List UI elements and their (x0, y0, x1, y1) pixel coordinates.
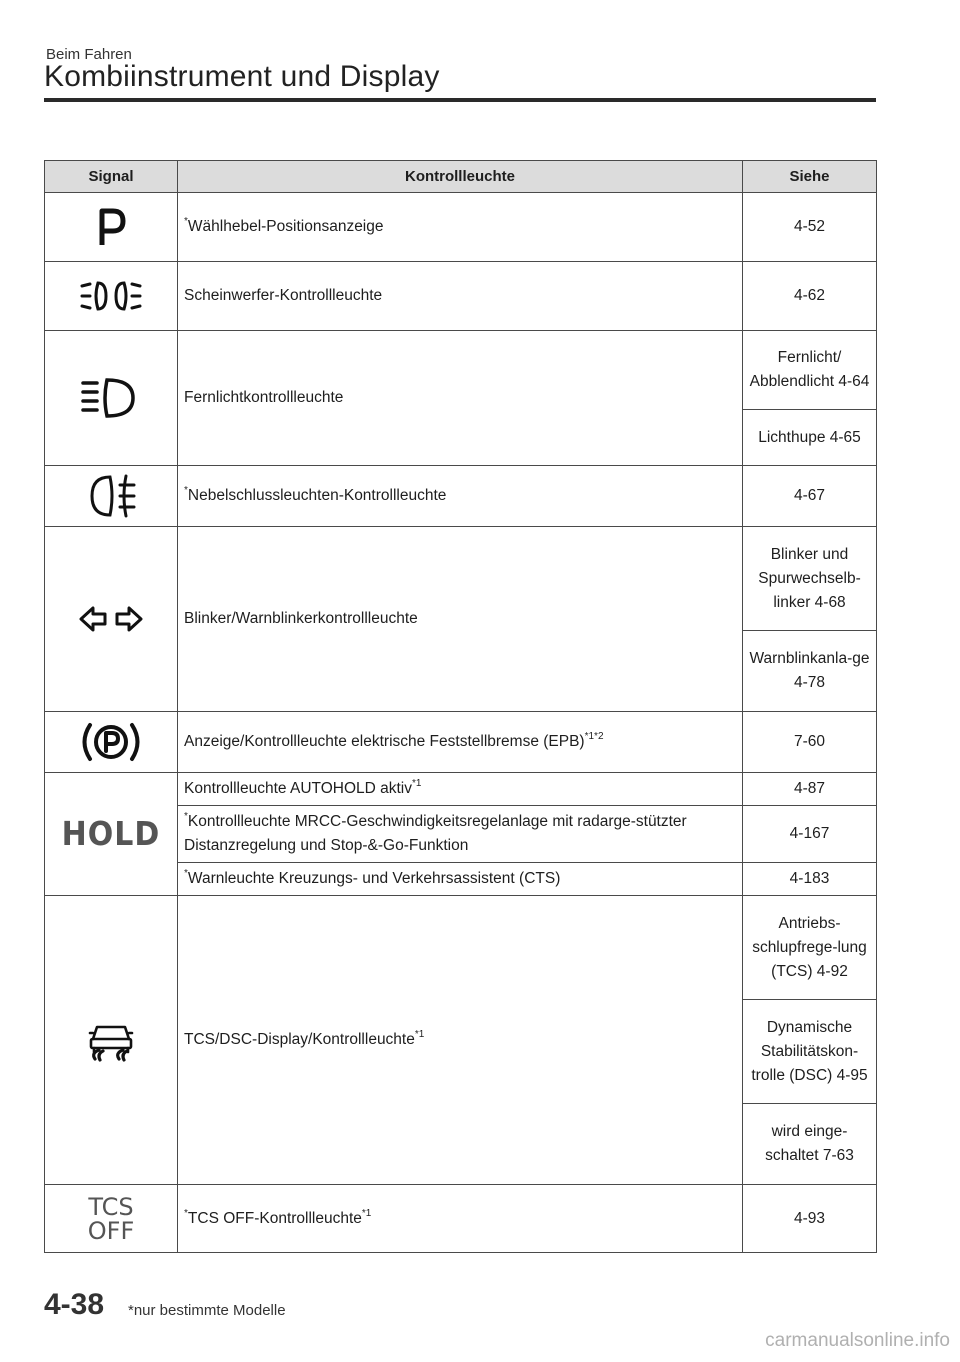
light-description: Kontrollleuchte AUTOHOLD aktiv$^{*1}$ (178, 773, 743, 806)
table-row (45, 712, 877, 773)
table-row (45, 466, 877, 527)
hold-icon: HOLD (61, 814, 161, 854)
page-reference: 4-52 (743, 193, 877, 262)
table-header-row (45, 161, 877, 193)
page-reference: 7-60 (743, 712, 877, 773)
signal-cell (45, 527, 178, 712)
col-header-ref: Siehe (743, 161, 877, 193)
indicator-table (44, 160, 877, 1253)
headlight-indicator-icon (79, 278, 143, 314)
signal-cell (45, 896, 178, 1185)
gear-position-p-icon (91, 207, 131, 247)
page-reference: 4-93 (743, 1185, 877, 1253)
page-reference: Lichthupe 4-65 (743, 410, 877, 466)
light-description: *Warnleuchte Kreuzungs- und Verkehrsassistent (CTS) (178, 863, 743, 896)
page-reference: 4-62 (743, 262, 877, 331)
table-row (45, 773, 877, 806)
page-reference: Dynamische Stabilitätskon-trolle (DSC) 4-95 (743, 1000, 877, 1104)
high-beam-icon (79, 376, 143, 420)
signal-cell (45, 712, 178, 773)
tcs-off-icon (45, 1192, 177, 1245)
page-reference: Blinker und Spurwechselb-linker 4-68 (743, 527, 877, 631)
page-number: 4-38 (44, 1288, 105, 1321)
title-divider (44, 98, 876, 102)
light-description: *Nebelschlussleuchten-Kontrollleuchte (178, 466, 743, 527)
tcs-off-icon-line2: OFF (87, 1216, 135, 1245)
light-description: *Kontrollleuchte MRCC-Geschwindigkeitsregelanlage mit radarge-stützter Distanzregelung und Stop-&-Go-Funktion (178, 806, 743, 863)
light-description: Fernlichtkontrollleuchte (178, 331, 743, 466)
section-label: Beim Fahren (46, 46, 132, 63)
signal-cell (45, 466, 178, 527)
col-header-light: Kontrollleuchte (178, 161, 743, 193)
turn-signal-arrows-icon (78, 604, 144, 634)
light-description: TCS/DSC-Display/Kontrollleuchte$^{*1}$ (178, 896, 743, 1185)
signal-cell (45, 262, 178, 331)
tcs-off-icon-line1: TCS (88, 1192, 134, 1221)
rear-fog-light-icon (86, 473, 136, 519)
page-reference: 4-87 (743, 773, 877, 806)
signal-cell (45, 773, 178, 896)
table-row (45, 262, 877, 331)
footnote: *nur bestimmte Modelle (128, 1302, 286, 1319)
table-row (45, 1185, 877, 1253)
page-reference: Antriebs-schlupfrege-lung (TCS) 4-92 (743, 896, 877, 1000)
skidding-car-icon (83, 1017, 139, 1063)
light-description: *Wählhebel-Positionsanzeige (178, 193, 743, 262)
signal-cell (45, 193, 178, 262)
light-description: Anzeige/Kontrollleuchte elektrische Feststellbremse (EPB)$^{*1*2}$ (178, 712, 743, 773)
page-reference: Warnblinkanla-ge 4-78 (743, 631, 877, 712)
page-reference: wird einge-schaltet 7-63 (743, 1104, 877, 1185)
page-title: Kombiinstrument und Display (44, 60, 440, 93)
light-description: Scheinwerfer-Kontrollleuchte (178, 262, 743, 331)
parking-brake-p-icon (75, 717, 147, 767)
table-row (45, 527, 877, 631)
page-reference: Fernlicht/ Abblendlicht 4-64 (743, 331, 877, 410)
page-reference: 4-67 (743, 466, 877, 527)
watermark: carmanualsonline.info (765, 1330, 950, 1351)
light-description: Blinker/Warnblinkerkontrollleuchte (178, 527, 743, 712)
table-row (45, 896, 877, 1000)
signal-cell (45, 1185, 178, 1253)
col-header-signal: Signal (45, 161, 178, 193)
light-description: *TCS OFF-Kontrollleuchte$^{*1}$ (178, 1185, 743, 1253)
page-reference: 4-167 (743, 806, 877, 863)
table-row (45, 193, 877, 262)
page-reference: 4-183 (743, 863, 877, 896)
table-row (45, 331, 877, 410)
signal-cell (45, 331, 178, 466)
